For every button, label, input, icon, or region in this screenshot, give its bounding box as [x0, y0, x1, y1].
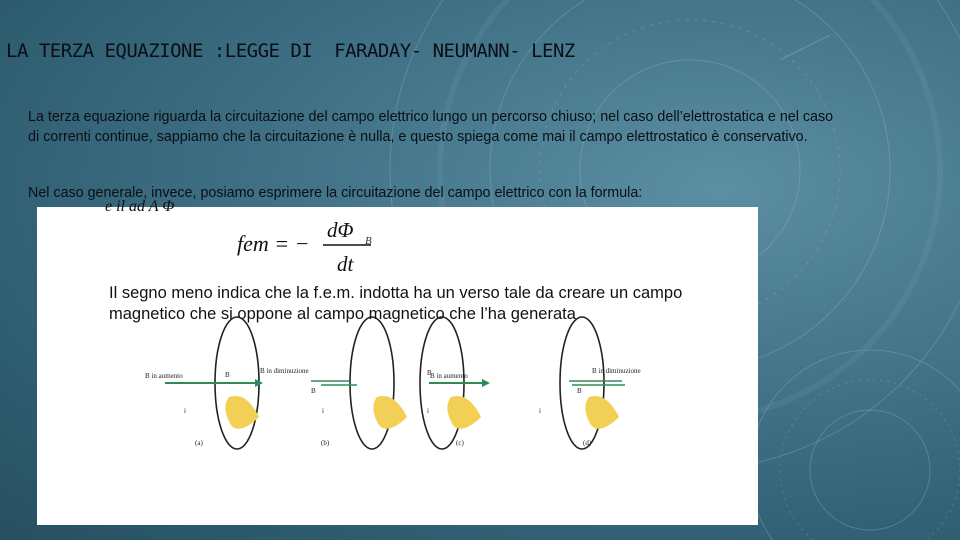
panel-d: [539, 317, 641, 449]
panel-b-label: (b): [321, 439, 330, 447]
formula-intro-paragraph: Nel caso generale, invece, posiamo esprimere la circuitazione del campo elettrico con la formula:: [28, 185, 643, 201]
faraday-figure: [37, 198, 758, 525]
panel-c-induced-label: B: [427, 369, 432, 377]
formula-denominator: dt: [337, 252, 354, 276]
panel-c: [420, 317, 490, 449]
fem-formula: [237, 215, 397, 276]
panel-a-field-label: B in aumento: [145, 372, 183, 380]
cropped-text: e il ad A Φ: [105, 198, 175, 215]
formula-lhs: fem = −: [237, 231, 310, 256]
panel-a-induced-label: B: [225, 371, 230, 379]
slide-title: LA TERZA EQUAZIONE :LEGGE DI FARADAY- NEUMANN- LENZ: [6, 40, 575, 62]
panel-d-current: i: [539, 407, 541, 415]
formula-numerator: dΦ: [327, 218, 354, 242]
lenz-note: Il segno meno indica che la f.e.m. indotta ha un verso tale da creare un campo magnetico che si oppone al campo magnetico che l’ha generata: [109, 284, 683, 323]
panel-d-field-label: B in diminuzione: [592, 367, 641, 375]
panel-b-current: i: [322, 407, 324, 415]
panel-b-induced-label: B: [311, 387, 316, 395]
formula-subscript: B: [365, 235, 372, 247]
panel-a-current: i: [184, 407, 186, 415]
induction-panels: [37, 327, 758, 457]
panel-d-induced-label: B: [577, 387, 582, 395]
panel-b: [260, 317, 407, 449]
panel-b-field-label: B in diminuzione: [260, 367, 309, 375]
intro-paragraph: La terza equazione riguarda la circuitazione del campo elettrico lungo un percorso chiuso; nel caso dell’elettrostatica e nel caso di correnti continue, sappiamo che la circuitazione è nulla, e questo spiega come mai il campo elettrostatico è conservativo.: [28, 109, 834, 145]
panel-d-label: (d): [583, 439, 592, 447]
panel-c-current: i: [427, 407, 429, 415]
panel-a-label: (a): [195, 439, 203, 447]
panel-a: [145, 317, 263, 449]
panel-c-label: (c): [456, 439, 464, 447]
panel-c-field-label: B in aumento: [430, 372, 468, 380]
